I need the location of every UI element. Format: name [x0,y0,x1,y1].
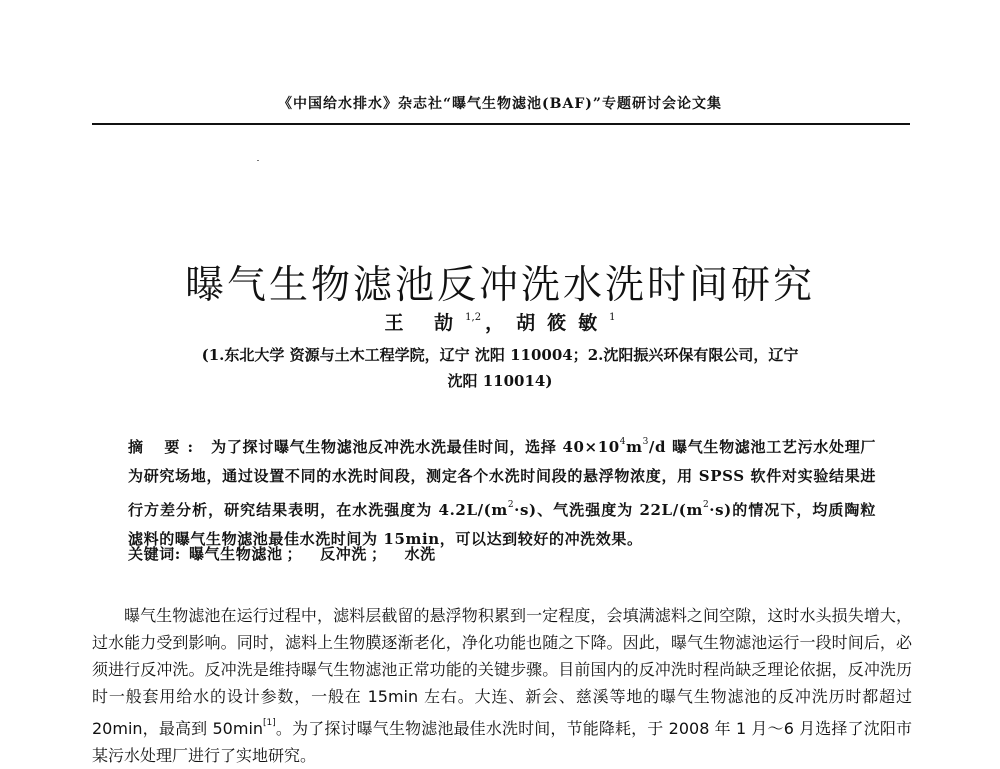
author-name: 胡筱敏 [516,312,610,334]
keyword: 水洗 [404,545,436,563]
citation-marker[interactable]: [1] [263,718,276,728]
abstract-superscript: 2 [702,500,710,510]
abstract-superscript: 3 [642,437,649,447]
author-name: 王 劼 [384,312,466,334]
affiliation-line: 沈阳 110014) [447,372,553,390]
abstract [128,428,876,554]
abstract-text: /d 曝气生物滤池工艺污水处理厂为研究场地，通过设置不同的水洗时间段，测定各个水洗时间段的悬浮物浓度，用 SPSS 软件对实验结果进行方差分析，研究结果表明，在水洗强度为 4.2L/(m [128,438,876,519]
paper-title: 曝气生物滤池反冲洗水洗时间研究 [184,263,815,309]
body-paragraph [92,602,912,769]
abstract-text: m [626,438,643,456]
running-header: 《中国给水排水》杂志社“曝气生物滤池(BAF)”专题研讨会论文集 [278,96,722,112]
keyword-separator: ； [370,545,387,563]
abstract-text: 为了探讨曝气生物滤池反冲洗水洗最佳时间，选择 40×10 [211,438,620,456]
body-text [92,602,912,769]
author-affil-marker: 1,2 [465,312,482,323]
keyword-separator: ； [286,545,303,563]
abstract-text: ·s)、气洗强度为 22L/(m [514,501,703,519]
header-rule [92,123,910,125]
author-line [0,308,1000,335]
abstract-superscript: 4 [619,437,627,447]
scan-speck [257,160,259,161]
abstract-label: 摘 要: [128,438,202,456]
keyword: 曝气生物滤池 [188,545,283,563]
abstract-text: ·s)的情况下，均质陶粒滤料的曝气生物滤池最佳水洗时间为 15min，可以达到较好的冲洗效果。 [128,501,877,548]
keyword: 反冲洗 [320,545,367,563]
affiliations [0,342,1000,394]
body-text-run: 。为了探讨曝气生物滤池最佳水洗时间，节能降耗，于 2008 年 1 月～6 月选择了沈阳市某污水处理厂进行了实地研究。 [92,719,912,765]
keywords [128,543,876,564]
keywords-label: 关键词: [128,545,181,563]
abstract-superscript: 2 [507,500,515,510]
body-text-run: 曝气生物滤池在运行过程中，滤料层截留的悬浮物积累到一定程度，会填满滤料之间空隙，这时水头损失增大，过水能力受到影响。同时，滤料上生物膜逐渐老化，净化功能也随之下降。因此，曝气生物滤池运行一段时间后，必须进行反冲洗。反冲洗是维持曝气生物滤池正常功能的关键步骤。目前国内的反冲洗时程尚缺乏理论依据，反冲洗历时一般套用给水的设计参数，一般在 15min 左右。大连、新会、慈溪等地的曝气生物滤池的反冲洗历时都超过 20min，最高到 50min [92,606,912,738]
affiliation-line: (1.东北大学 资源与土木工程学院，辽宁 沈阳 110004；2.沈阳振兴环保有限公司，辽宁 [201,346,799,364]
author-separator: ， [485,312,505,334]
author-affil-marker: 1 [609,312,616,323]
